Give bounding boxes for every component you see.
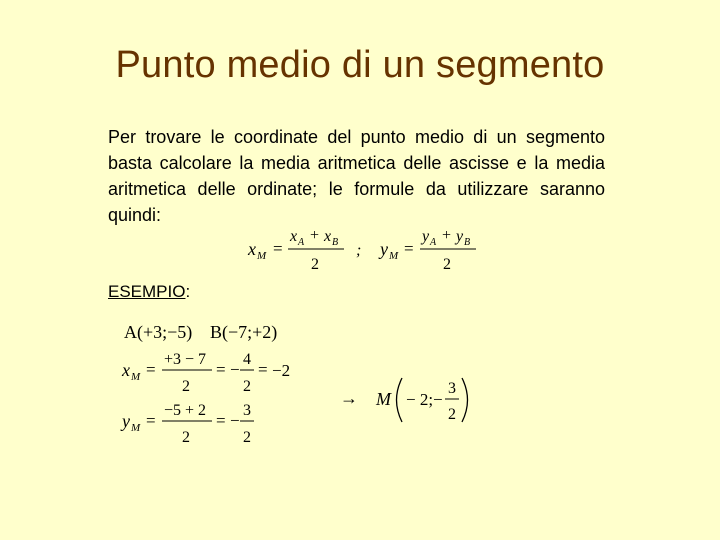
point-b: B(−7;+2) — [210, 322, 278, 342]
denominator: 2 — [443, 256, 451, 273]
point-a: A(+3;−5) — [124, 322, 193, 342]
midpoint-formula — [240, 224, 490, 276]
fraction-numerator: 4 — [243, 351, 251, 368]
equals-sign: = — [216, 360, 226, 379]
xm-symbol: x — [248, 239, 256, 259]
xa-symbol: x — [290, 228, 298, 245]
fraction-numerator: +3 − 7 — [164, 351, 207, 368]
xa-subscript: A — [298, 237, 305, 248]
fraction-numerator: −5 + 2 — [164, 402, 207, 419]
intro-paragraph: Per trovare le coordinate del punto medio di un segmento basta calcolare la media aritmetica delle ascisse e la media aritmetica delle ordinate; le formule da utilizzare saranno quindi: — [108, 127, 605, 225]
example-label: ESEMPIO: — [108, 282, 191, 301]
ya-subscript: A — [430, 237, 437, 248]
xm-symbol: x — [122, 360, 130, 380]
denominator: 2 — [311, 256, 319, 273]
fraction-denominator: 2 — [182, 429, 190, 446]
fraction-denominator: 2 — [182, 378, 190, 395]
separator: ; — [356, 242, 362, 259]
equals-sign: = — [404, 239, 414, 258]
example-calculation — [118, 316, 488, 448]
fraction-denominator: 2 — [243, 378, 251, 395]
ya-symbol: y — [422, 228, 430, 245]
ym-symbol: y — [380, 239, 388, 259]
result-y-denominator: 2 — [448, 406, 456, 423]
plus-sign: + — [442, 227, 452, 244]
equals-sign: = — [146, 411, 156, 430]
ym-subscript: M — [389, 250, 399, 262]
equals-sign: = — [146, 360, 156, 379]
plus-sign: + — [310, 227, 320, 244]
equals-sign: = — [273, 239, 283, 258]
result-x: − 2;− — [406, 390, 443, 409]
yb-subscript: B — [464, 237, 471, 248]
yb-symbol: y — [456, 228, 464, 245]
equals-sign: = — [258, 360, 268, 379]
ym-subscript: M — [131, 422, 141, 434]
xb-symbol: x — [324, 228, 332, 245]
xm-subscript: M — [131, 371, 141, 383]
ym-symbol: y — [122, 411, 130, 431]
xm-result: −2 — [272, 361, 291, 380]
xb-subscript: B — [332, 237, 339, 248]
equals-sign: = — [216, 411, 226, 430]
right-paren-icon — [462, 378, 468, 422]
left-paren-icon — [397, 378, 403, 422]
fraction-denominator: 2 — [243, 429, 251, 446]
minus-sign: − — [230, 360, 240, 379]
page-title: Punto medio di un segmento — [115, 44, 605, 86]
minus-sign: − — [230, 411, 240, 430]
result-point: M — [376, 389, 391, 409]
arrow-icon: → — [340, 388, 358, 408]
xm-subscript: M — [257, 250, 267, 262]
result-y-numerator: 3 — [448, 380, 456, 397]
fraction-numerator: 3 — [243, 402, 251, 419]
